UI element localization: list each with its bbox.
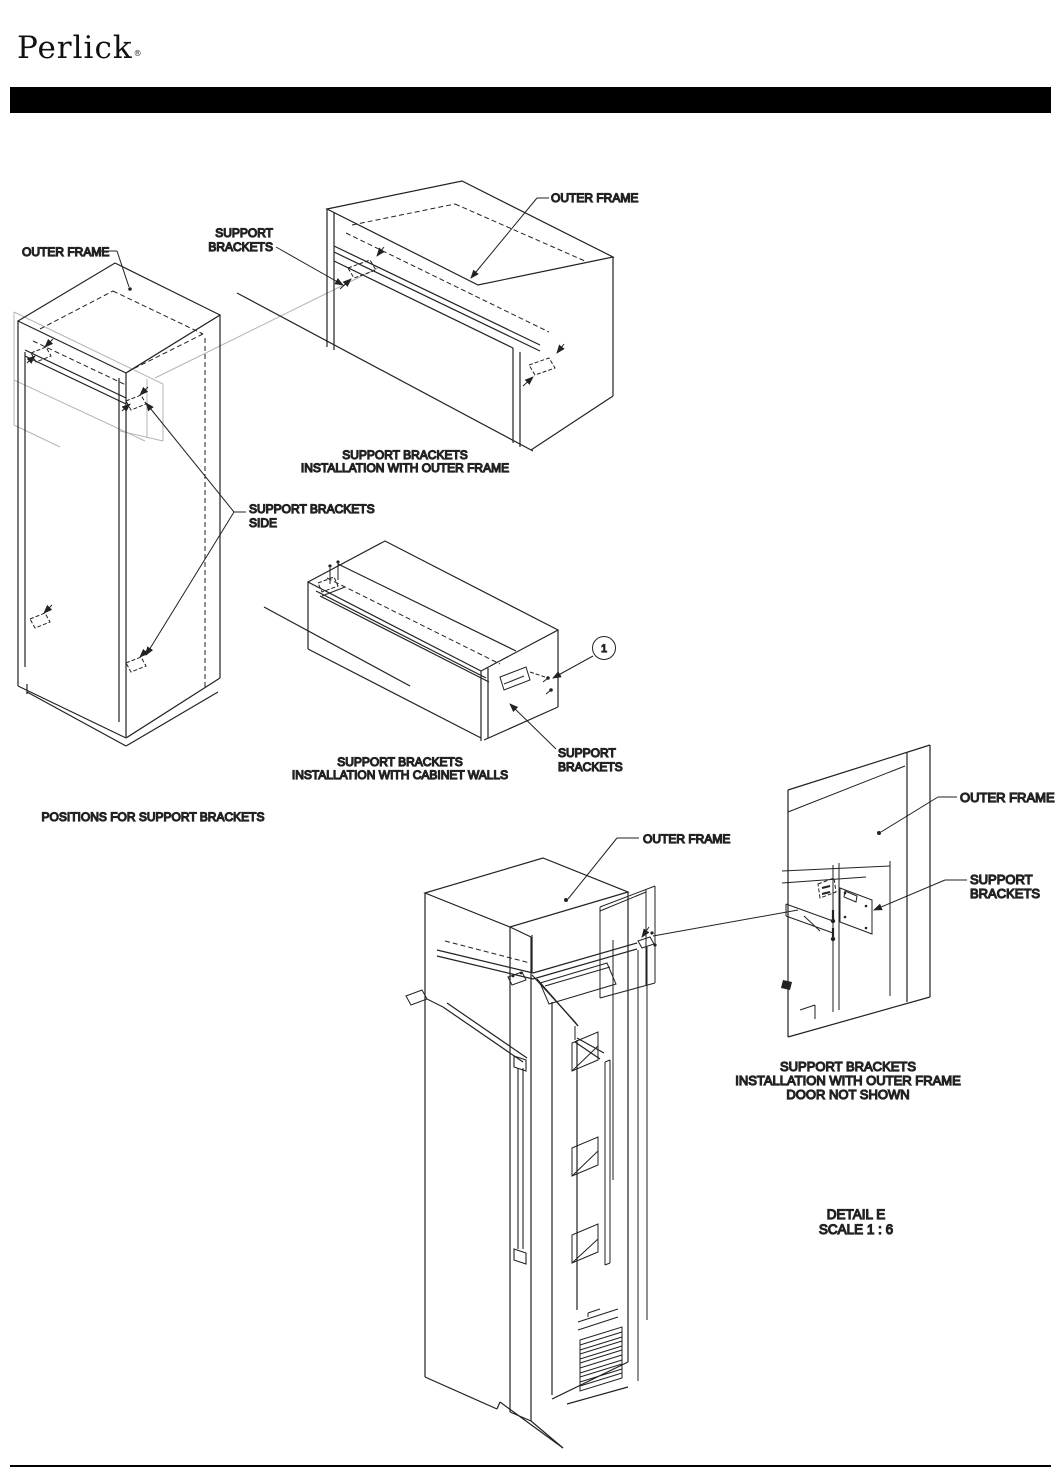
outer-frame-install-view-line: [237, 293, 533, 451]
vent-grille-line: [578, 1309, 618, 1322]
outer-frame-install-view-line: [334, 246, 540, 345]
interior-shelves-line: [572, 1032, 598, 1071]
door-open-view-line: [540, 963, 616, 1004]
outer-frame-install-view: [208, 181, 638, 475]
cabinet-walls-install-view-line: [484, 707, 558, 740]
leader-lines: [510, 637, 616, 750]
door-open-view-line: [575, 1022, 578, 1026]
footer-rule: [10, 1465, 1051, 1467]
detail-caption: INSTALLATION WITH OUTER FRAME: [735, 1073, 961, 1088]
door-open-view-line: [437, 956, 533, 979]
support-brackets-label: BRACKETS: [208, 240, 273, 254]
positions-view-line-line: [113, 291, 203, 334]
support-bracket: [340, 247, 564, 386]
interior-shelves-line: [572, 1151, 598, 1176]
door-handle-line: [514, 1249, 526, 1264]
door-open-view-line: [510, 927, 531, 937]
support-bracket-line: [822, 886, 830, 888]
door-open-view-line: [567, 1387, 628, 1404]
support-bracket-line: [523, 377, 533, 386]
door-open-view-line: [445, 941, 530, 963]
positions-view-line: [18, 686, 126, 738]
leader-lines: [101, 251, 246, 655]
positions-view-line-line: [33, 341, 126, 385]
door-open-view-line: [443, 1007, 523, 1062]
registered-mark: ®: [133, 49, 143, 58]
cabinet-walls-install-view-line: [320, 596, 489, 682]
door-open-view-line: [427, 999, 443, 1007]
positions-view-line: [25, 356, 126, 404]
vent-grille-line: [580, 1327, 622, 1391]
leader-lines: [276, 198, 549, 285]
support-bracket-line: [504, 676, 524, 684]
cabinet-walls-install-view: [264, 541, 623, 782]
outer-frame-install-view-line: [334, 252, 540, 351]
outer-frame-install-view-line-line: [352, 204, 455, 225]
door-open-view-line: [425, 858, 628, 927]
outer-frame-label: OUTER FRAME: [551, 191, 639, 205]
detail-caption: DOOR NOT SHOWN: [786, 1087, 910, 1102]
leader-lines-line: [471, 198, 537, 278]
door-open-view-line: [437, 950, 533, 973]
outer-frame-install-caption: INSTALLATION WITH OUTER FRAME: [300, 461, 510, 475]
leader-lines-line: [128, 287, 132, 291]
door-open-view-line: [425, 1377, 497, 1409]
support-bracket-line: [512, 975, 515, 978]
vent-grille: [578, 1309, 622, 1391]
support-bracket-line: [557, 344, 564, 353]
door-handle-line: [514, 1056, 526, 1071]
support-bracket-line: [822, 892, 830, 894]
door-handle: [514, 1056, 526, 1264]
leader-lines-line: [146, 403, 234, 512]
support-bracket-line: [520, 972, 523, 975]
door-open-view-line: [497, 1402, 500, 1409]
perlick-logo-text: Perlick: [17, 30, 133, 66]
support-brackets-label: SUPPORT: [970, 872, 1033, 887]
support-bracket-line: [348, 260, 376, 278]
support-bracket-line: [126, 657, 146, 672]
outer-frame-install-view-line: [346, 204, 585, 332]
support-bracket-line: [650, 931, 653, 934]
positions-view-line: [27, 692, 126, 746]
support-bracket-line: [45, 339, 53, 347]
cabinet-walls-caption: SUPPORT BRACKETS: [337, 755, 463, 769]
support-bracket-line: [126, 395, 146, 410]
interior-shelves-line: [572, 1239, 598, 1263]
leader-lines-line: [146, 512, 234, 655]
door-open-view-line: [447, 1003, 527, 1058]
support-bracket-line: [328, 564, 331, 567]
cabinet-walls-install-view-line: [338, 564, 516, 651]
leader-lines-line: [877, 831, 881, 835]
support-brackets-label: SUPPORT: [558, 746, 616, 760]
detail-title: DETAIL E: [826, 1207, 886, 1222]
cabinet-walls-caption: INSTALLATION WITH CABINET WALLS: [291, 768, 509, 782]
support-brackets-side-label: SUPPORT BRACKETS: [249, 502, 375, 516]
detail-e-view: [735, 745, 1055, 1237]
support-bracket-line: [318, 577, 338, 592]
support-bracket-line: [336, 560, 339, 563]
cabinet-walls-install-view-line: [316, 591, 486, 678]
support-brackets-label: SUPPORT: [215, 226, 273, 240]
support-bracket-line: [546, 690, 551, 694]
positions-view: [14, 245, 378, 824]
interior-shelves-line: [605, 1263, 610, 1265]
leader-lines-line: [276, 247, 343, 285]
door-open-view-line: [653, 910, 798, 936]
outer-frame-install-caption: SUPPORT BRACKETS: [342, 448, 468, 462]
positions-view-line: [25, 350, 126, 398]
support-bracket-line: [543, 678, 548, 682]
detail-e-view-line: [788, 766, 905, 812]
outer-frame-install-view-line-line: [346, 233, 549, 332]
support-bracket-line: [30, 613, 50, 628]
vent-grille-line: [588, 1309, 600, 1313]
cabinet-walls-install-view-line: [327, 578, 500, 664]
interior-shelves-line: [572, 1224, 598, 1263]
door-open-view-line: [537, 979, 578, 1026]
balloon-1-number: 1: [600, 643, 608, 655]
outer-frame-label: OUTER FRAME: [960, 790, 1055, 805]
support-bracket-line: [831, 937, 835, 941]
support-bracket: [318, 560, 553, 694]
leader-lines-line: [553, 656, 593, 678]
leader-lines: [874, 797, 967, 910]
ghost-outer-frame: [14, 268, 378, 447]
support-bracket-line: [530, 672, 545, 677]
support-brackets-label: BRACKETS: [970, 886, 1041, 901]
interior-shelves-line: [572, 1137, 598, 1176]
support-bracket-line: [844, 916, 847, 919]
support-bracket: [27, 339, 148, 672]
leader-lines-line: [564, 898, 568, 902]
outer-frame-label: OUTER FRAME: [22, 245, 110, 259]
outer-frame-label: OUTER FRAME: [643, 832, 731, 846]
door-open-view-line: [552, 1362, 628, 1399]
door-open-view-line: [406, 990, 427, 1005]
detail-e-view-line: [788, 745, 930, 790]
interior-shelves: [572, 1032, 610, 1265]
detail-scale: SCALE 1 : 6: [818, 1222, 894, 1237]
support-bracket: [786, 878, 872, 941]
positions-view-line-line: [129, 334, 203, 371]
positions-view-line: [126, 678, 220, 738]
detail-e-view-line: [781, 980, 792, 990]
support-bracket-line: [500, 667, 530, 690]
support-bracket-line: [529, 358, 555, 375]
support-bracket-line: [865, 927, 868, 930]
detail-e-view-line: [800, 1005, 815, 1010]
support-bracket-line: [865, 905, 868, 908]
detail-e-view-line: [788, 997, 930, 1037]
outer-frame-install-view-line: [334, 261, 513, 348]
support-brackets-side-label: SIDE: [249, 516, 278, 530]
positions-view-line: [18, 263, 220, 373]
door-open-view-line: [533, 943, 637, 973]
door-open-view: [406, 832, 798, 1448]
detail-caption: SUPPORT BRACKETS: [779, 1059, 917, 1074]
support-bracket: [508, 927, 657, 985]
support-bracket-line: [44, 605, 52, 613]
ghost-outer-frame-line: [14, 380, 145, 441]
outer-frame-panel-line: [600, 892, 646, 911]
outer-frame-install-view-line: [531, 396, 613, 450]
support-brackets-label: BRACKETS: [558, 760, 623, 774]
cabinet-walls-install-view-line: [264, 607, 410, 686]
positions-view-line: [126, 692, 218, 746]
interior-shelves-line: [605, 1060, 610, 1062]
positions-caption: POSITIONS FOR SUPPORT BRACKETS: [41, 810, 265, 824]
interior-shelves-line: [572, 1046, 598, 1071]
vent-grille-line: [578, 1317, 618, 1330]
detail-e-view-line: [782, 866, 890, 871]
leader-lines-line: [568, 838, 617, 899]
ghost-outer-frame-line: [14, 312, 163, 384]
ghost-outer-frame-line: [14, 425, 60, 447]
positions-view-line-line: [40, 291, 113, 329]
leader-lines-line: [874, 880, 945, 910]
